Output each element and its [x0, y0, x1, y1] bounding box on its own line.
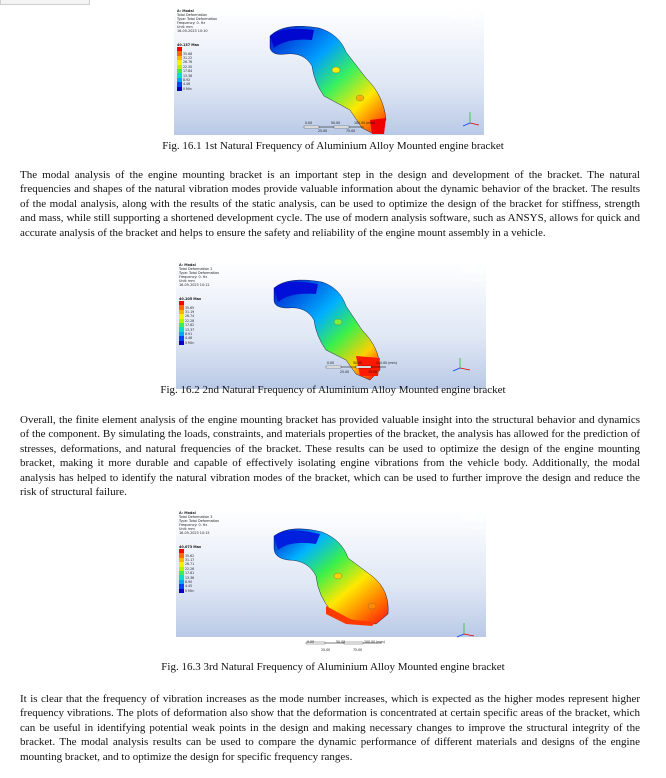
legend-value: 17.84 — [183, 69, 193, 74]
figure-header: A: Modal Total Deformation 2 Type: Total Deformation Frequency: 0. Hz Unit: mm 16-05-2023 10:12 — [179, 263, 220, 287]
bracket-mode-1-render — [174, 8, 484, 135]
scale-label: 100.00 (mm) — [354, 121, 375, 125]
legend-value: 4.46 — [185, 336, 193, 341]
legend-max-label: 40.105 Max — [179, 297, 202, 301]
legend-value: 4.45 — [185, 584, 193, 589]
scale-label: 50.00 — [336, 640, 346, 644]
legend-value: 31.17 — [185, 557, 195, 562]
ansys-logo: Ansy 2021 — [459, 265, 484, 282]
legend-value: 17.82 — [185, 323, 195, 328]
scale-label: 0.00 — [305, 121, 313, 125]
legend-value: 4.46 — [183, 82, 191, 87]
legend-value: 35.62 — [185, 553, 195, 558]
scale-label: 0.00 — [307, 640, 315, 644]
scale-label: 0.00 — [327, 361, 335, 365]
figure-header: A: Modal Total Deformation Type: Total Deformation Frequency: 0. Hz Unit: mm 16-05-2023 10:10 — [177, 9, 218, 33]
figure-16-1-image — [174, 8, 484, 135]
figure-header: A: Modal Total Deformation 3 Type: Total Deformation Frequency: 0. Hz Unit: mm 16-05-2023 10:15 — [179, 511, 220, 535]
legend-value: 13.38 — [183, 73, 193, 78]
legend-value: 35.68 — [183, 51, 193, 56]
scale-label: 100.00 (mm) — [364, 640, 385, 644]
legend-value: 8.92 — [183, 77, 191, 82]
legend-value: 0 Min — [185, 588, 194, 593]
scale-label: 75.00 — [368, 370, 378, 374]
scale-label: 50.00 — [331, 121, 341, 125]
page-top-strip — [0, 0, 90, 5]
scale-label: 75.00 — [353, 648, 363, 652]
legend-value: 0 Min — [185, 340, 194, 345]
ansys-logo: Ansy 2021 — [459, 513, 484, 530]
figure-16-3-image — [176, 510, 486, 652]
scale-label: 25.00 — [318, 129, 328, 133]
figure-caption: Fig. 16.2 2nd Natural Frequency of Aluminium Alloy Mounted engine bracket — [160, 384, 506, 396]
legend-value: 8.90 — [185, 579, 193, 584]
legend-value: 22.30 — [183, 64, 193, 69]
body-paragraph: It is clear that the frequency of vibration increases as the mode number increases, which is expected as the higher modes represent higher frequency vibrations. The plots of deformation also show that the deformation is concentrated at certain specific areas of the bracket, which can be useful in identifying potential weak points in the design and making necessary changes to improve the structural integrity of the bracket. The modal analysis results can be used to compare the dynamic performance of different materials and designs of the engine mounting bracket, and to optimize the design for specific frequency ranges. — [20, 693, 640, 763]
figure-16-2-image — [176, 262, 486, 389]
bracket-mode-2-render — [176, 262, 486, 389]
ansys-logo: Ansys 2021 — [451, 11, 482, 28]
scale-label: 50.00 — [353, 361, 363, 365]
legend-value: 26.74 — [185, 314, 195, 319]
scale-label: 25.00 — [321, 648, 331, 652]
scale-label: 25.00 — [340, 370, 350, 374]
body-paragraph: Overall, the finite element analysis of the engine mounting bracket has provided valuable insight into the structural behavior and dynamics of the component. By simulating the loads, constraints, and materials properties of the bracket, the analysis has allowed for the prediction of stresses, deformations, and natural frequencies of the bracket. These results can be used to optimize the design of the engine mounting bracket, making it more durable and capable of effectively isolating engine vibrations from the vehicle body. Additionally, the modal analysis has helped to identify the natural vibration modes of the bracket, which can be used to further improve the design and reduce the risk of structural failure. — [20, 414, 640, 499]
bracket-mode-3-render — [176, 510, 486, 637]
legend-value: 26.76 — [183, 60, 193, 65]
legend-value: 26.71 — [185, 562, 195, 567]
figure-caption: Fig. 16.3 3rd Natural Frequency of Aluminium Alloy Mounted engine bracket — [161, 661, 505, 673]
legend-max-label: 40.137 Max — [177, 43, 200, 47]
legend-value: 17.81 — [185, 571, 195, 576]
body-paragraph: The modal analysis of the engine mounting bracket is an important step in the design and development of the bracket. The natural frequencies and shapes of the natural vibration modes provide valuable information about the dynamic behavior of the bracket. The results of the modal analysis, along with the results of the static analysis, can be used to optimize the design of the bracket for stiffness, strength and mass, while still supporting a shortened development cycle. The use of modern analysis software, such as ANSYS, allows for quick and accurate analysis of the bracket and helps to ensure the safety and reliability of the engine mount assembly in a vehicle. — [20, 169, 640, 239]
scale-label: 100.00 (mm) — [376, 361, 397, 365]
legend-value: 35.65 — [185, 305, 195, 310]
figure-caption: Fig. 16.1 1st Natural Frequency of Aluminium Alloy Mounted engine bracket — [162, 140, 504, 152]
legend-value: 13.36 — [185, 575, 195, 580]
scale-label: 75.00 — [346, 129, 356, 133]
legend-value: 8.91 — [185, 331, 193, 336]
legend-value: 31.19 — [185, 309, 195, 314]
legend-value: 22.28 — [185, 318, 195, 323]
legend-value: 0 Min — [183, 86, 192, 91]
legend-value: 31.22 — [183, 55, 193, 60]
legend-value: 22.26 — [185, 566, 195, 571]
legend-value: 13.37 — [185, 327, 195, 332]
legend-max-label: 40.073 Max — [179, 545, 202, 549]
